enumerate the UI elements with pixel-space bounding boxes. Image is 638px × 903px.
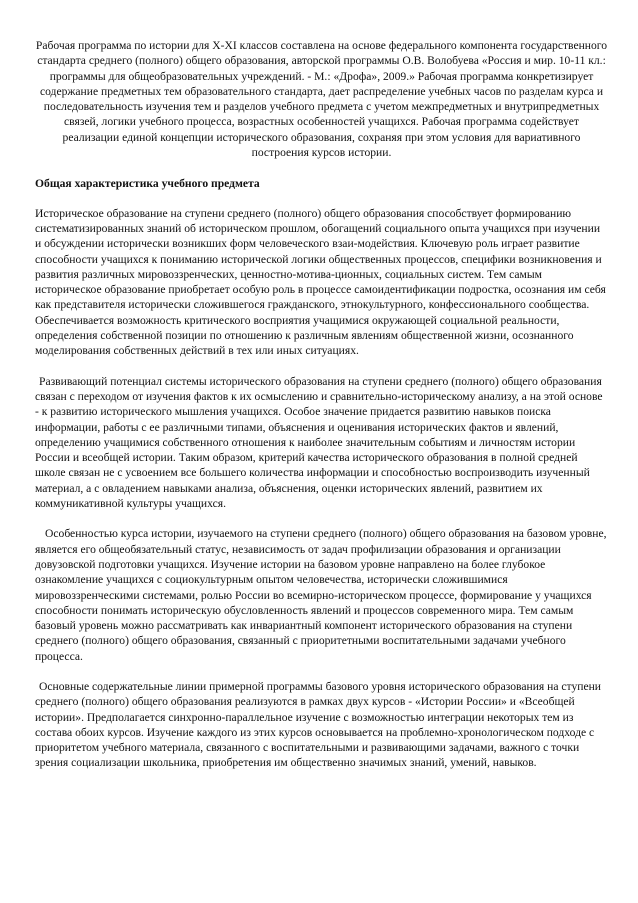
body-paragraph-1: Историческое образование на ступени среднего (полного) общего образования способствует формированию систематизированных знаний об историческом прошлом, обогащений социального опыта учащихся при изучении и обсуждении исторически возникших форм человеческого взаи-модействия. Ключевую роль играет развитие способности учащихся к пониманию исторической логики общественных процессов, специфики возникновения и развития различных мировоззренческих, ценностно-мотива-ционных, социальных систем. Тем самым историческое образование приобретает особую роль в процессе самоидентификации подростка, осознания им себя как представителя исторически сложившегося гражданского, этнокультурного, конфессионального сообщества. Обеспечивается возможность критического восприятия учащимися окружающей социальной реальности, определения собственной позиции по отношению к различным явлениям общественной жизни, осознанного моделирования собственных действий в тех или иных ситуациях.: [35, 206, 606, 358]
body-paragraph-4: Основные содержательные линии примерной программы базового уровня исторического образования на ступени среднего (полного) общего образования реализуются в рамках двух курсов - «Истории России» и «Всеобщей истории». Предполагается синхронно-параллельное изучение с возможностью интеграции некоторых тем из состава обоих курсов. Изучение каждого из этих курсов основывается на проблемно-хронологическом подходе с приоритетом учебного материала, связанного с воспитательными и развивающими задачами, важного с точки зрения социализации школьника, приобретения им общественно значимых знаний, умений, навыков.: [35, 679, 602, 770]
section-heading: Общая характеристика учебного предмета: [35, 177, 260, 191]
intro-paragraph: Рабочая программа по истории для X-XI классов составлена на основе федерального компонента государственного стандарта среднего (полного) общего образования, авторской программы О.В. Волобуева «Россия и мир. 10-11 кл.: программы для общеобразовательных учреждений. - М.: «Дрофа», 2009.» Рабочая программа конкретизирует содержание предметных тем образовательного стандарта, дает распределение учебных часов по разделам курса и последовательность изучения тем и разделов учебного предмета с учетом межпредметных и внутрипредметных связей, логики учебного процесса, возрастных особенностей учащихся. Рабочая программа содействует реализации единой концепции исторического образования, сохраняя при этом условия для вариативного построения курсов истории.: [35, 39, 608, 160]
body-paragraph-3: Особенностью курса истории, изучаемого на ступени среднего (полного) общего образования на базовом уровне, является его общеобязательный статус, независимость от задач профилизации образования и организации довузовской подготовки учащихся. Изучение истории на базовом уровне направлено на более глубокое ознакомление учащихся с социокультурным опытом человечества, исторически сложившимися мировоззренческими системами, ролью России во всемирно-историческом процессе, формирование у учащихся способности понимать историческую обусловленность явлений и процессов современного мира. Тем самым базовый уровень можно рассматривать как инвариантный компонент исторического образования на ступени среднего (полного) общего образования, связанный с приоритетными воспитательными задачами учебного процесса.: [35, 527, 607, 663]
body-paragraph-2: Развивающий потенциал системы исторического образования на ступени среднего (полного) общего образования связан с переходом от изучения фактов к их осмыслению и сравнительно-историческому анализу, а на этой основе - к развитию исторического мышления учащихся. Особое значение придается развитию навыков поиска информации, работы с ее различными типами, объяснения и оценивания исторических фактов и явлений, определению учащимися собственного отношения к наиболее значительным событиям и личностям истории России и всеобщей истории. Таким образом, критерий качества исторического образования в полной средней школе связан не с усвоением все большего количества информации и способностью воспроизводить изученный материал, а с овладением навыками анализа, объяснения, оценки исторических явлений, развитием их коммуникативной культуры учащихся.: [35, 374, 603, 511]
